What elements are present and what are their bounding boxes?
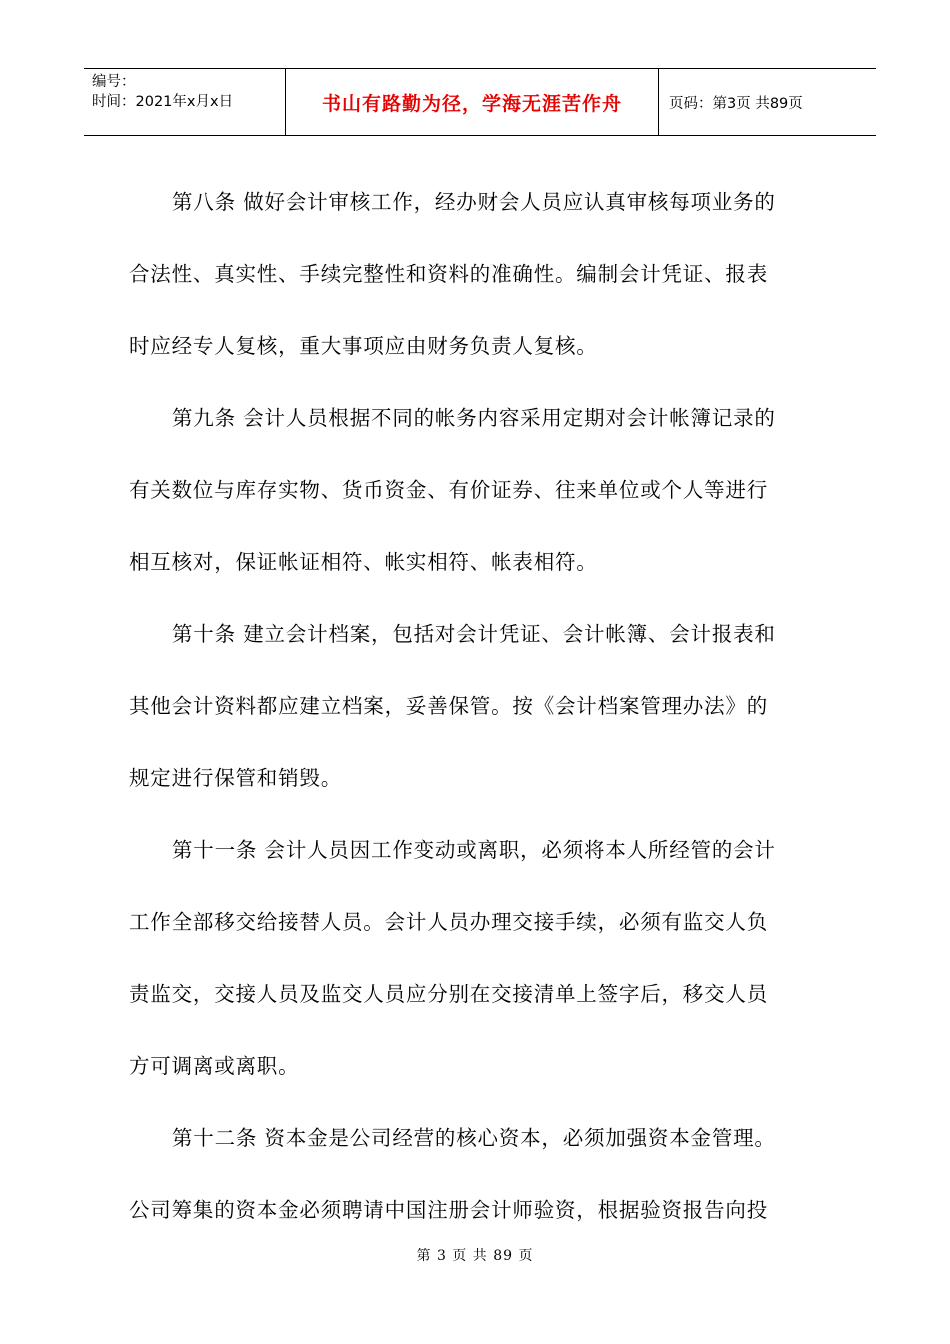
text-line: 规定进行保管和销毁。 [129, 766, 342, 790]
article-12 [129, 1102, 829, 1246]
text-line: 时应经专人复核，重大事项应由财务负责人复核。 [129, 334, 598, 358]
header-meta [84, 69, 285, 135]
page-footer: 第 3 页 共 89 页 [416, 1248, 534, 1264]
document-time-label: 时间：2021年x月x日 [92, 94, 234, 110]
document-body [129, 166, 829, 1246]
article-9 [129, 382, 829, 598]
document-number-label: 编号： [92, 74, 136, 90]
text-line: 相互核对，保证帐证相符、帐实相符、帐表相符。 [129, 550, 598, 574]
article-11 [129, 814, 829, 1102]
text-line: 方可调离或离职。 [129, 1054, 300, 1078]
text-line: 公司筹集的资本金必须聘请中国注册会计师验资，根据验资报告向投 [129, 1198, 768, 1222]
text-line: 有关数位与库存实物、货币资金、有价证券、往来单位或个人等进行 [129, 478, 768, 502]
text-line: 工作全部移交给接替人员。会计人员办理交接手续，必须有监交人负 [129, 910, 768, 934]
header-page-info: 页码：第3页 共89页 [669, 95, 803, 112]
text-line: 第十条 建立会计档案，包括对会计凭证、会计帐簿、会计报表和 [172, 622, 776, 646]
text-line: 其他会计资料都应建立档案，妥善保管。按《会计档案管理办法》的 [129, 694, 768, 718]
text-line: 第十一条 会计人员因工作变动或离职，必须将本人所经管的会计 [172, 838, 776, 862]
article-8 [129, 166, 829, 382]
header-motto: 书山有路勤为径，学海无涯苦作舟 [285, 69, 659, 135]
article-10 [129, 598, 829, 814]
text-line: 责监交，交接人员及监交人员应分别在交接清单上签字后，移交人员 [129, 982, 768, 1006]
text-line: 合法性、真实性、手续完整性和资料的准确性。编制会计凭证、报表 [129, 262, 768, 286]
page-header [84, 68, 876, 136]
text-line: 第八条 做好会计审核工作，经办财会人员应认真审核每项业务的 [172, 190, 776, 214]
text-line: 第九条 会计人员根据不同的帐务内容采用定期对会计帐簿记录的 [172, 406, 776, 430]
text-line: 第十二条 资本金是公司经营的核心资本，必须加强资本金管理。 [172, 1126, 776, 1150]
